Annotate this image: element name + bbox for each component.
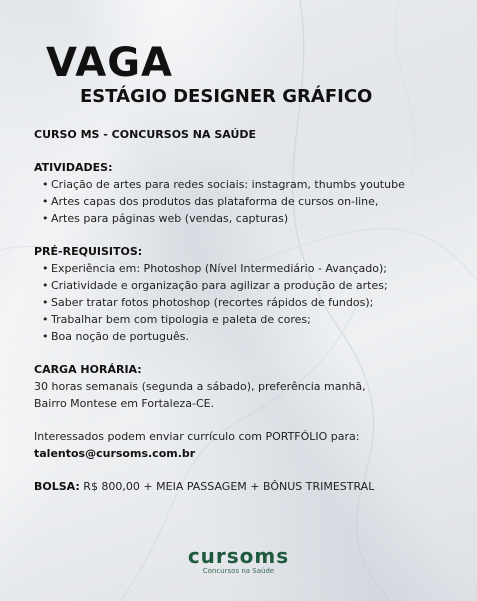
stipend-line xyxy=(34,478,454,495)
stipend-value: R$ 800,00 + MEIA PASSAGEM + BÔNUS TRIMESTRAL xyxy=(83,480,375,493)
logo-tagline: Concursos na Saúde xyxy=(202,567,275,575)
workload-location: Bairro Montese em Fortaleza-CE. xyxy=(34,397,215,410)
list-item: • Artes capas dos produtos das plataforma de cursos on-line, xyxy=(42,193,454,210)
list-item: • Boa noção de português. xyxy=(42,328,454,345)
stipend-label: BOLSA: xyxy=(34,480,80,493)
logo-wordmark: cursoms xyxy=(187,544,290,568)
workload-heading: CARGA HORÁRIA: xyxy=(34,363,142,376)
list-item: • Saber tratar fotos photoshop (recortes rápidos de fundos); xyxy=(42,294,454,311)
list-item: • Experiência em: Photoshop (Nível Intermediário - Avançado); xyxy=(42,260,454,277)
activities-list xyxy=(34,176,454,227)
activities-heading: ATIVIDADES: xyxy=(34,161,113,174)
job-title: ESTÁGIO DESIGNER GRÁFICO xyxy=(80,86,373,107)
contact-text: Interessados podem enviar currículo com PORTFÓLIO para: xyxy=(34,430,360,443)
company-logo xyxy=(0,546,477,575)
workload-hours: 30 horas semanais (segunda a sábado), preferência manhã, xyxy=(34,380,366,393)
company-line: CURSO MS - CONCURSOS NA SAÚDE xyxy=(34,128,257,141)
job-details xyxy=(34,126,454,495)
list-item: • Artes para páginas web (vendas, capturas) xyxy=(42,210,454,227)
requirements-heading: PRÉ-REQUISITOS: xyxy=(34,245,143,258)
list-item: • Trabalhar bem com tipologia e paleta de cores; xyxy=(42,311,454,328)
list-item: • Criação de artes para redes sociais: instagram, thumbs youtube xyxy=(42,176,454,193)
requirements-list xyxy=(34,260,454,345)
contact-email[interactable]: talentos@cursoms.com.br xyxy=(34,447,196,460)
list-item: • Criatividade e organização para agilizar a produção de artes; xyxy=(42,277,454,294)
page-title: VAGA xyxy=(46,40,173,86)
